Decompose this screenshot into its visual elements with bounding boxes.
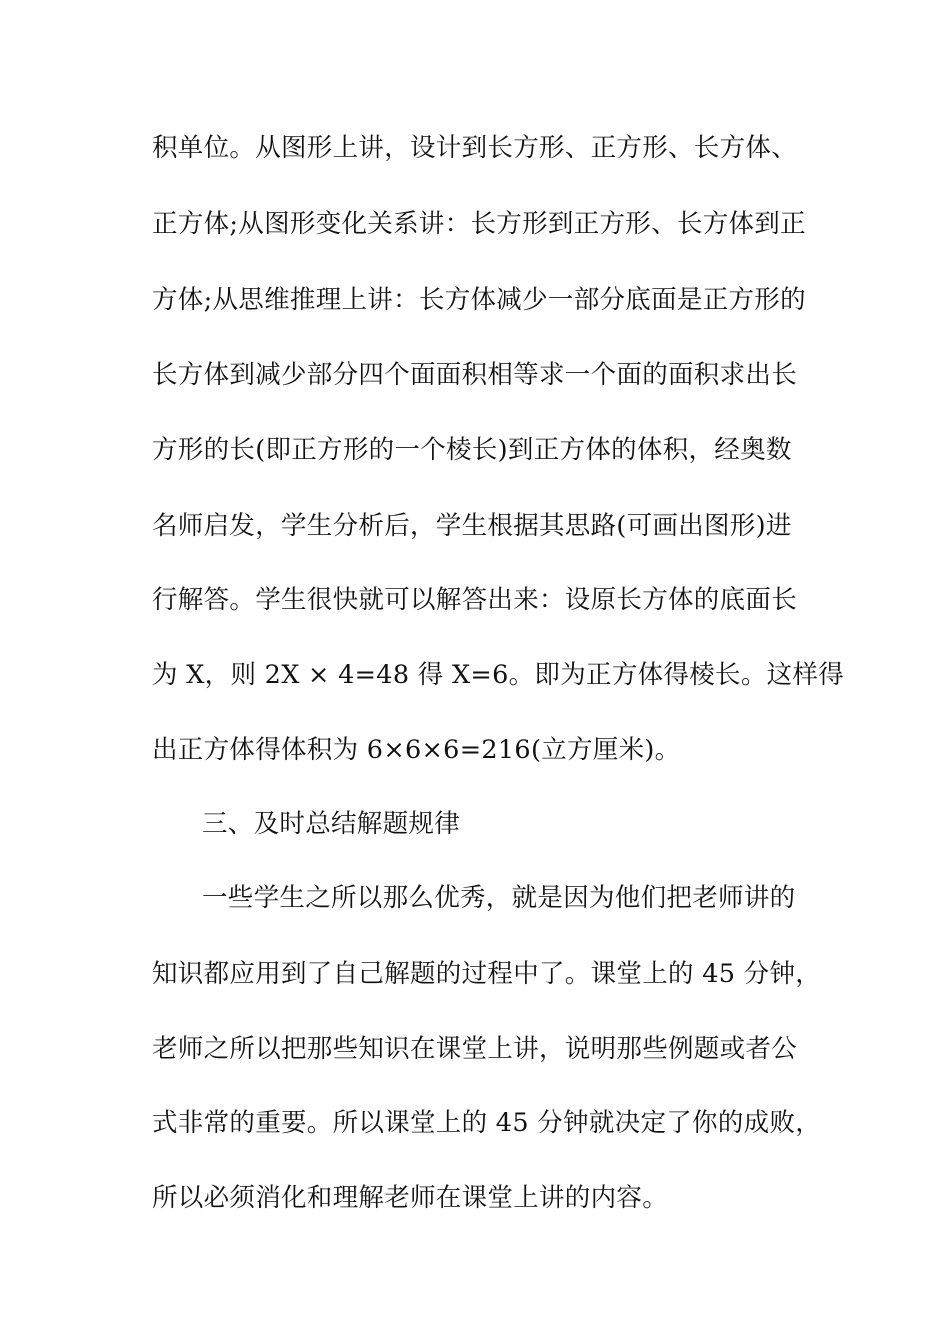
text-line: 所以必须消化和理解老师在课堂上讲的内容。 xyxy=(152,1183,669,1213)
text-line: 长方体到减少部分四个面面积相等求一个面的面积求出长 xyxy=(152,360,798,390)
text-line: 方体;从思维推理上讲：长方体减少一部分底面是正方形的 xyxy=(152,285,806,315)
section-heading: 三、及时总结解题规律 xyxy=(202,809,461,839)
text-line: 式非常的重要。所以课堂上的 45 分钟就决定了你的成败， xyxy=(152,1108,822,1138)
text-line: 正方体;从图形变化关系讲：长方形到正方形、长方体到正 xyxy=(152,209,806,239)
text-line: 方形的长(即正方形的一个棱长)到正方体的体积，经奥数 xyxy=(152,435,792,465)
text-line: 名师启发，学生分析后，学生根据其思路(可画出图形)进 xyxy=(152,511,792,541)
text-line: 知识都应用到了自己解题的过程中了。课堂上的 45 分钟， xyxy=(152,959,822,989)
text-line: 行解答。学生很快就可以解答出来：设原长方体的底面长 xyxy=(152,585,798,615)
text-line: 一些学生之所以那么优秀，就是因为他们把老师讲的 xyxy=(202,883,796,913)
text-line: 老师之所以把那些知识在课堂上讲，说明那些例题或者公 xyxy=(152,1034,798,1064)
text-line: 为 X，则 2X × 4=48 得 X=6。即为正方体得棱长。这样得 xyxy=(152,660,845,690)
text-line: 积单位。从图形上讲，设计到长方形、正方形、长方体、 xyxy=(152,133,798,163)
text-line: 出正方体得体积为 6×6×6=216(立方厘米)。 xyxy=(152,735,681,765)
